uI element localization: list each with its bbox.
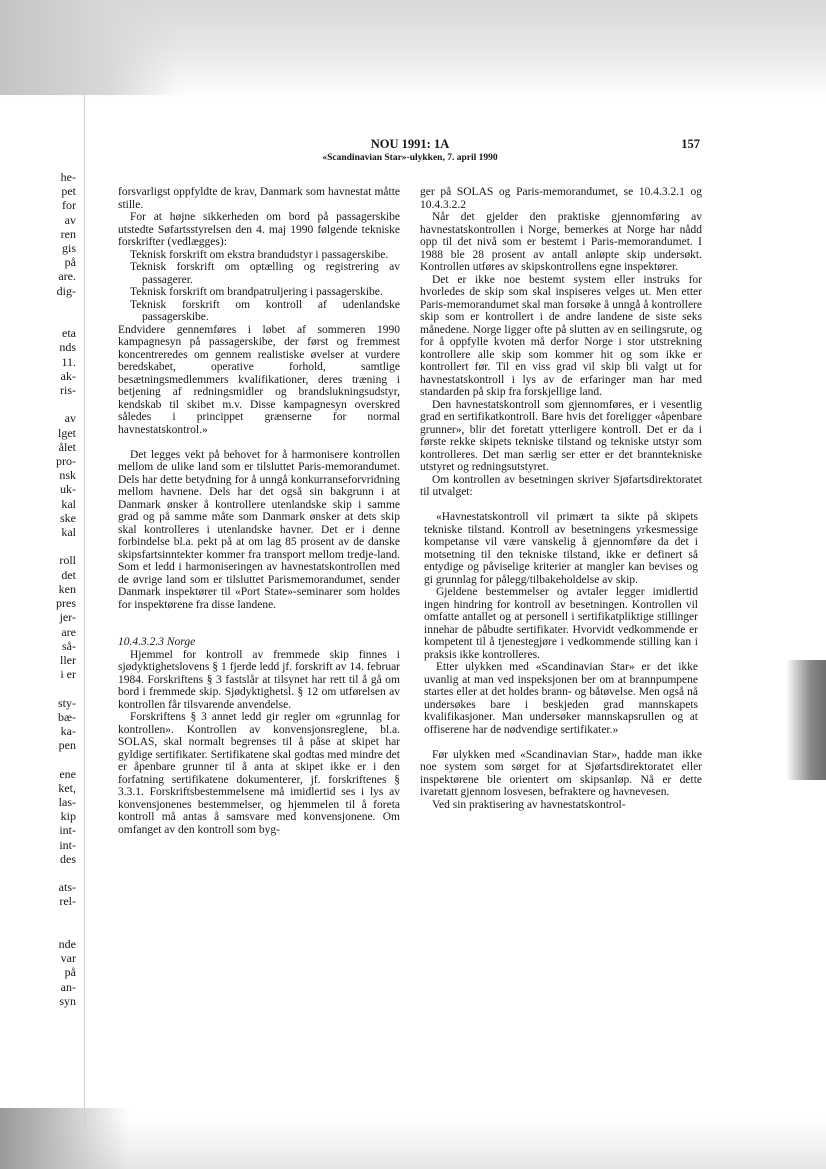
margin-fragment: gis	[61, 241, 76, 256]
margin-fragment: ken	[58, 581, 76, 596]
margin-fragment	[0, 312, 76, 326]
list-item: Teknisk forskrift om kontroll af udenlandske passagerskibe.	[130, 298, 400, 323]
margin-fragment: dig-	[56, 283, 76, 298]
margin-fragment: uk-	[60, 482, 76, 497]
margin-fragment: så-	[62, 638, 76, 653]
quote-paragraph: «Havnestatskontroll vil primært ta sikte på skipets tekniske tilstand. Kontroll av besetningens yrkesmessige kompetanse vil være vanskelig å gjennomføre da det i motsetning til den tekniske tilstand, ikke er definert så entydige og påviselige kriterier at mangler kan bevises og gi grunnlag for pålegg/tilbakeholdelse av skip.	[424, 511, 698, 586]
paragraph: Når det gjelder den praktiske gjennomføring av havnestatskontrollen i Norge, bemerkes at Norge har nådd opp til det nivå som er bestemt i Paris-memorandumet. I 1988 ble 28 prosent av antall anløpte skip undersøkt. Kontrollen utføres av skipskontrollens egne inspektører.	[420, 211, 702, 273]
margin-fragment	[0, 681, 76, 695]
paragraph: Om kontrollen av besetningen skriver Sjøfartsdirektoratet til utvalget:	[420, 473, 702, 498]
page-number: 157	[681, 137, 700, 151]
margin-fragment: ris-	[60, 383, 76, 398]
margin-fragment	[0, 298, 76, 312]
margin-fragment: kip	[60, 809, 76, 824]
margin-fragment: av	[64, 212, 76, 227]
margin-fragment: bæ-	[58, 709, 76, 724]
margin-fragment: are.	[58, 269, 76, 284]
margin-fragment: ka-	[60, 723, 76, 738]
margin-fragment: sty-	[58, 695, 76, 710]
margin-fragment: ak-	[60, 368, 76, 383]
margin-fragment: pen	[58, 738, 76, 753]
margin-fragment: nds	[59, 340, 76, 355]
margin-fragment: av	[64, 411, 76, 426]
margin-fragment: ren	[60, 226, 76, 241]
paragraph: forsvarligst oppfyldte de krav, Danmark som havnestat måtte stille.	[118, 186, 400, 211]
paragraph: Det er ikke noe bestemt system eller instruks for hvorledes de skip som skal inspiseres velges ut. Men etter Paris-memorandumet skal man forsøke å unngå å kontrollere skip som er kontrollert i de andre landene de siste seks månedene. Norge ligger ofte på slutten av en seilingsrute, og for å oppfylle kvoten må derfor Norge i stor utstrekning kontrollere alle skip som kommer hit og som ikke er kontrollert før. Til en viss grad vil skip bli valgt ut for havnestatskontroll i lys av de erfaringer man har med standarden på skip fra forskjellige land.	[420, 273, 702, 398]
page-subtitle: «Scandinavian Star»-ulykken, 7. april 1990	[322, 153, 498, 163]
margin-fragment: nde	[58, 936, 76, 951]
paragraph: For at højne sikkerheden om bord på passagerskibe utstedte Søfartsstyrelsen den 4. maj 1990 følgende tekniske forskrifter (vedlægges):	[118, 211, 400, 248]
margin-fragment: på	[64, 965, 76, 980]
page-header-title: NOU 1991: 1A	[370, 137, 450, 151]
margin-fragment: kal	[61, 496, 76, 511]
margin-fragment: ket,	[58, 780, 76, 795]
margin-fragment: jer-	[59, 610, 76, 625]
previous-page-fragments	[0, 170, 76, 1008]
list-item: Teknisk forskrift om optælling og registrering av passagerer.	[130, 261, 400, 286]
margin-fragment: are	[61, 624, 76, 639]
margin-fragment: ene	[59, 766, 76, 781]
margin-fragment	[0, 539, 76, 553]
right-text-column	[420, 186, 702, 811]
margin-fragment: lget	[58, 425, 76, 440]
margin-fragment: ats-	[58, 880, 76, 895]
paragraph: Ved sin praktisering av havnestatskontrol-	[432, 798, 626, 811]
paragraph: Hjemmel for kontroll av fremmede skip finnes i sjødyktighetslovens § 1 fjerde ledd jf. forskrift av 14. februar 1984. Forskriftens § 3 fastslår at tilsynet har rett til å gå om bord i fremmede skip. Sjødyktighetsl. § 12 om utførelsen av kontrollen får tilsvarende anvendelse.	[118, 648, 400, 711]
paragraph: Før ulykken med «Scandinavian Star», hadde man ikke noe system som sørget for at Sjøfartsdirektoratet eller inspektørene ble orientert om skipsanløp. Nå er dette ivaretatt gjennom losvesen, befraktere og havnevesen.	[420, 748, 702, 798]
margin-fragment: des	[60, 851, 76, 866]
margin-fragment: rel-	[59, 894, 76, 909]
margin-fragment: i er	[60, 667, 76, 682]
margin-fragment: kal	[61, 525, 76, 540]
margin-fragment: nsk	[59, 468, 76, 483]
paragraph: ger på SOLAS og Paris-memorandumet, se 10.4.3.2.1 og 10.4.3.2.2	[420, 186, 702, 211]
scan-shadow-bottom-left	[0, 1108, 130, 1169]
margin-fragment: las-	[58, 794, 76, 809]
margin-fragment	[0, 923, 76, 937]
quote-paragraph: Gjeldene bestemmelser og avtaler legger imidlertid ingen hindring for kontroll av besetningen. Kontrollen vil omfatte antallet og at personell i sertifikatpliktige stillinger innehar de påbudte sertifikater. Hvorvidt vedkommende er kompetent til å tjenestegjøre i vedkommende stilling kan i praksis ikke kontrolleres.	[424, 586, 698, 661]
quote-paragraph: Etter ulykken med «Scandinavian Star» er det ikke uvanlig at man ved inspeksjonen ber om at brannpumpene startes eller at det holdes brann- og båtøvelse. Men også nå undersøkes bare i beskjeden grad mannskapets kvalifikasjoner. Man undersøker mannskapsrullen og at offiserene har de nødvendige sertifikater.»	[424, 661, 698, 736]
margin-fragment: ske	[60, 510, 76, 525]
margin-fragment: roll	[59, 553, 76, 568]
list-item: Teknisk forskrift om ekstra brandudstyr i passagerskibe.	[130, 248, 389, 261]
list-item: Teknisk forskrift om brandpatruljering i passagerskibe.	[130, 286, 383, 298]
margin-fragment	[0, 866, 76, 880]
margin-fragment: int-	[59, 837, 76, 852]
margin-fragment: var	[60, 951, 76, 966]
margin-fragment: ålet	[58, 439, 76, 454]
margin-fragment: pro-	[56, 454, 76, 469]
margin-fragment: det	[61, 567, 76, 582]
margin-fragment: int-	[59, 823, 76, 838]
margin-fragment: ller	[60, 652, 76, 667]
scan-shadow-top-left	[0, 0, 180, 95]
paragraph: Endvidere gennemføres i løbet af sommeren 1990 kampagnesyn på passagerskibe, der først og fremmest koncentreredes om gennem realistiske øvelser at vurdere beredskabet, operative forhold, samtlige besætningsmedlemmers kvalifikationer, deres træning i betjening af redningsmidler og brandslukningsudstyr, kendskab til skibet m.v. Disse kampagnesyn overskred således i princippet grænserne for normal havnestatskontrol.»	[118, 323, 400, 436]
paragraph: Den havnestatskontroll som gjennomføres, er i vesentlig grad en sertifikatkontroll. Bare hvis det foreligger «åpenbare grunner», blir det foretatt ytterligere kontroll. Det er da i første rekke skipets tekniske tilstand og tekniske utstyr som kontrolleres. Det man særlig ser etter er det branntekniske utstyret og redningsutstyret.	[420, 398, 702, 473]
margin-fragment: pres	[56, 596, 76, 611]
scan-shadow-right	[786, 660, 826, 780]
left-text-column	[118, 186, 400, 836]
section-heading: 10.4.3.2.3 Norge	[118, 636, 196, 648]
margin-fragment: pet	[61, 184, 76, 199]
margin-fragment: på	[64, 255, 76, 270]
paragraph: Det legges vekt på behovet for å harmonisere kontrollen mellom de ulike land som er tilsluttet Paris-memorandumet. Dels har dette betydning for å unngå konkurranseforvridning mellom havnene. Dels har det også sin bakgrunn i at Danmark ønsker å kontrollere utenlandske skip i samme grad og på samme måte som Danmark ønsker at dets skip skal kontrolleres i utenlandske havner. Det er i denne forbindelse bl.a. pekt på at om lag 85 prosent av de danske skipsfartsinntekter kommer fra transport mellom tredje-land. Som et ledd i harmoniseringen av havnestatskontrollen med de øvrige land som er tilsluttet Parismemorandumet, sender Danmark inspektører til «Port State»-seminarer som holdes for inspektørene fra disse landene.	[118, 448, 400, 611]
page-fold-line	[84, 90, 85, 1130]
margin-fragment: he-	[60, 170, 76, 184]
margin-fragment: an-	[60, 979, 76, 994]
paragraph: Forskriftens § 3 annet ledd gir regler om «grunnlag for kontrollen». Kontrollen av konvensjonsreglene, bl.a. SOLAS, skal normalt begrenses til å påse at skipet har gyldige sertifikater. Sertifikatene skal godtas med mindre det er åpenbare grunner til å anta at skipet ikke er i den forfatning sertifikatene dokumenterer, jf. forskriftenes § 3.3.1. Forskriftsbestemmelsene må imidlertid ses i lys av konvensjonenes bestemmelser, og hjemmelen til å foreta kontroll må antas å samsvare med konvensjonene. Om omfanget av den kontroll som byg-	[118, 711, 400, 836]
margin-fragment: 11.	[61, 354, 76, 369]
margin-fragment: syn	[59, 993, 76, 1008]
margin-fragment	[0, 909, 76, 923]
margin-fragment: for	[62, 198, 76, 213]
margin-fragment	[0, 397, 76, 411]
margin-fragment	[0, 752, 76, 766]
margin-fragment: eta	[62, 326, 76, 341]
